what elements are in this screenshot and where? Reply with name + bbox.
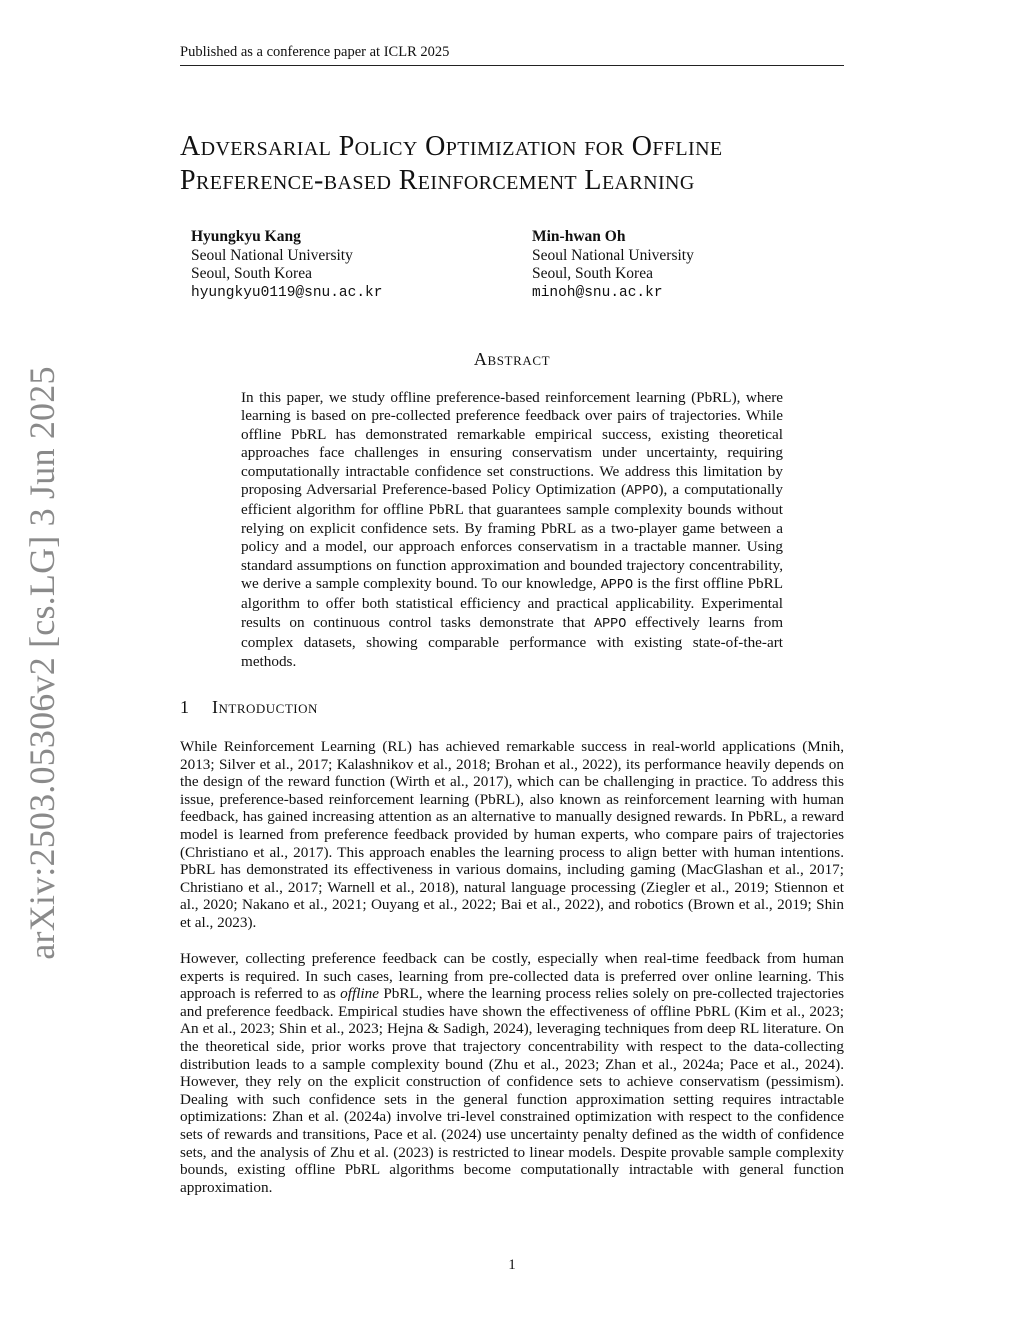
algorithm-name: APPO (593, 616, 627, 632)
arxiv-stamp-text: arXiv:2503.05306v2 [cs.LG] 3 Jun 2025 (22, 366, 62, 960)
abstract-heading: Abstract (473, 349, 551, 369)
algorithm-name: APPO (600, 578, 634, 594)
abstract-text: is the first offline PbRL algorithm to offer both statistical efficiency and practical applicability. Experimental results on continuous control tasks demonstrate that (241, 575, 783, 631)
author-block-1 (191, 228, 382, 302)
author-block-2 (532, 228, 694, 302)
section-title: Introduction (212, 697, 318, 717)
algorithm-name: APPO (626, 484, 659, 500)
abstract-text: effectively learns from complex datasets, showing comparable performance with existing state-of-the-art methods. (241, 613, 784, 670)
author-email: hyungkyu0119@snu.ac.kr (191, 284, 383, 301)
intro-paragraph-2 (180, 950, 844, 1196)
author-affiliation: Seoul National University (191, 246, 353, 264)
author-email: minoh@snu.ac.kr (532, 284, 663, 301)
intro-paragraph-1: While Reinforcement Learning (RL) has achieved remarkable success in real-world applications (Mnih, 2013; Silver et al., 2017; Kalashnikov et al., 2018; Brohan et al., 2022), its performance heavily depends on the design of the reward function (Wirth et al., 2017), which can be challenging in practice. To address this issue, preference-based reinforcement learning (PbRL), also known as reinforcement learning with human feedback, has gained increasing attention as an alternative to manually designed rewards. In PbRL, a reward model is learned from preference feedback provided by human experts, who compare pairs of trajectories (Christiano et al., 2017). This approach enables the learning process to align better with human intentions. PbRL has demonstrated its effectiveness in various domains, including gaming (MacGlashan et al., 2017; Christiano et al., 2017; Warnell et al., 2018), natural language processing (Ziegler et al., 2019; Stiennon et al., 2020; Nakano et al., 2021; Ouyang et al., 2022; Bai et al., 2022), and robotics (Brown et al., 2019; Shin et al., 2023). (180, 738, 844, 931)
paper-title (180, 130, 860, 198)
page-number: 1 (508, 1257, 516, 1273)
paragraph-text: PbRL, where the learning process relies solely on pre-collected trajectories and preference feedback. Empirical studies have shown the effectiveness of offline PbRL (Kim et al., 2023; An et al., 2023; Shin et al., 2023; Hejna & Sadigh, 2024), leveraging techniques from deep RL literature. On the theoretical side, prior works prove that trajectory concentrability with respect to the data-collecting distribution leads to a sample complexity bound (Zhu et al., 2023; Zhan et al., 2024a; Pace et al., 2024). However, they rely on the explicit construction of confidence sets to achieve conservatism (pessimism). Dealing with such confidence sets in the general function approximation setting requires intractable optimizations: Zhan et al. (2024a) involve tri-level constrained optimization with respect to the confidence sets of rewards and transitions, Pace et al. (2024) use uncertainty penalty defined as the width of confidence sets, and the analysis of Zhu et al. (2023) is restricted to linear models. Despite provable sample complexity bounds, existing offline PbRL algorithms become computationally intractable with general function approximation. (180, 985, 844, 1196)
abstract-body (241, 389, 783, 671)
emphasis-offline: offline (340, 985, 379, 1003)
section-heading (180, 697, 318, 718)
section-number: 1 (180, 697, 190, 717)
abstract-text: ), a computationally efficient algorithm for offline PbRL that guarantees sample complexity bounds without relying on explicit confidence sets. By framing PbRL as a two-player game between a policy and a model, our approach enforces conservatism in a tractable manner. Using standard assumptions on function approximation and bounded trajectory concentrability, we derive a sample complexity bound. To our knowledge, (241, 481, 783, 593)
abstract-text: In this paper, we study offline preference-based reinforcement learning (PbRL), where learning is based on pre-collected preference feedback over pairs of trajectories. While offline PbRL has demonstrated remarkable empirical success, existing theoretical approaches face challenges in ensuring conservatism under uncertainty, requiring computationally intractable confidence set constructions. We address this limitation by proposing Adversarial Preference-based Policy Optimization ( (241, 389, 783, 499)
author-location: Seoul, South Korea (191, 265, 312, 282)
author-location: Seoul, South Korea (532, 265, 653, 282)
author-name: Hyungkyu Kang (191, 228, 301, 245)
paragraph-text: However, collecting preference feedback can be costly, especially when real-time feedback from human experts is required. In such cases, learning from pre-collected data is preferred over online learning. This approach is referred to as (180, 950, 844, 1003)
title-line-1: Adversarial Policy Optimization for Offline (180, 131, 723, 162)
running-header: Published as a conference paper at ICLR 2025 (180, 44, 844, 66)
author-affiliation: Seoul National University (532, 246, 694, 264)
title-line-2: Preference-based Reinforcement Learning (180, 165, 695, 196)
author-name: Min-hwan Oh (532, 228, 626, 245)
